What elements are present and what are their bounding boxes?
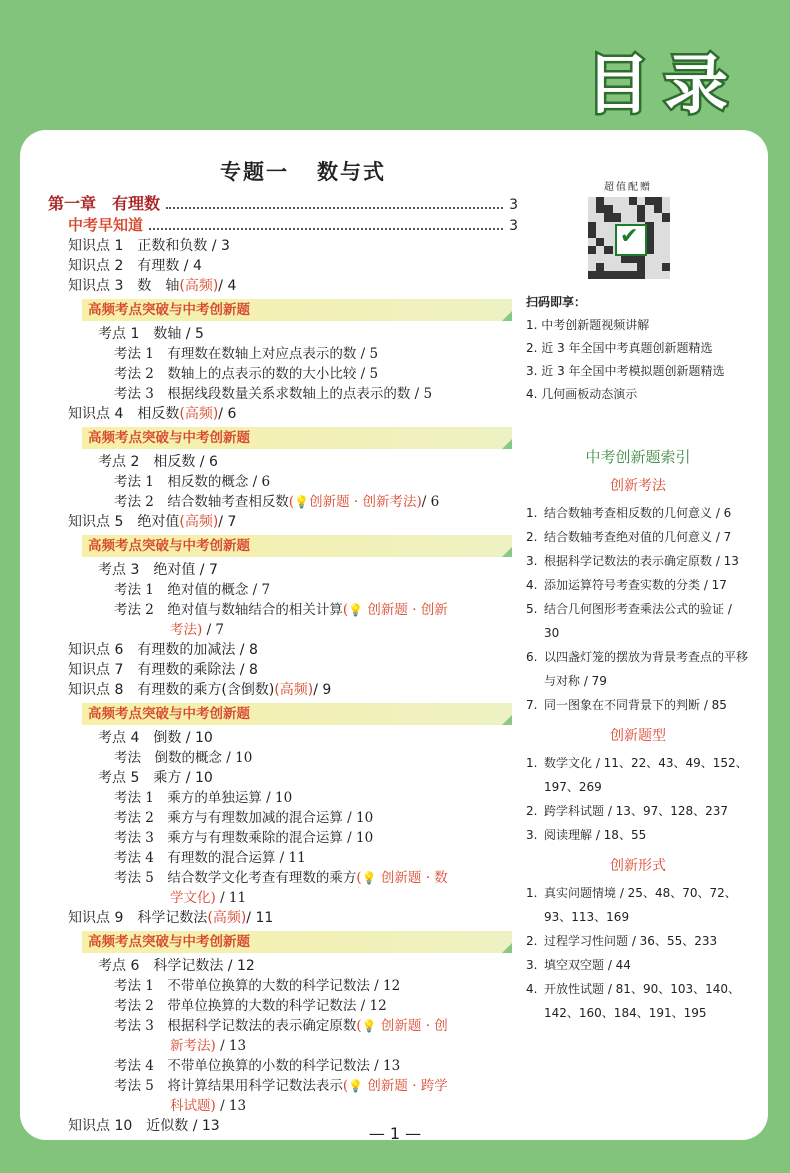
qr-module [604, 213, 612, 221]
index-item-text: 真实问题情境 / 25、48、70、72、93、113、169 [544, 886, 737, 924]
qr-module [621, 271, 629, 279]
index-item[interactable] [526, 645, 750, 693]
entry-text: 考点 2 相反数 / 6 [98, 454, 218, 470]
exam-method[interactable] [48, 788, 518, 808]
lightbulb-icon: 💡 [361, 1019, 377, 1033]
exam-method[interactable] [48, 868, 518, 908]
entry-continuation [114, 1036, 518, 1056]
qr-module [637, 205, 645, 213]
entry-continuation [114, 620, 518, 640]
exam-point[interactable] [48, 324, 518, 344]
frequency-tag: (高频) [179, 278, 219, 294]
entry-text: 考法 1 相反数的概念 / 6 [114, 474, 271, 490]
entry-text: 考法 3 根据线段数量关系求数轴上的点表示的数 / 5 [114, 386, 433, 402]
scan-list [526, 316, 750, 402]
index-item[interactable] [526, 597, 750, 645]
knowledge-point[interactable] [48, 256, 518, 276]
qr-module [604, 205, 612, 213]
exam-point[interactable] [48, 452, 518, 472]
entry-text: 考点 6 科学记数法 / 12 [98, 958, 255, 974]
index-item-text: 跨学科试题 / 13、97、128、237 [544, 804, 729, 818]
section-banner: 高频考点突破与中考创新题 [82, 535, 512, 557]
index-groups [526, 475, 750, 1025]
entry-text: 考法 1 绝对值的概念 / 7 [114, 582, 271, 598]
index-item-text: 添加运算符号考查实数的分类 / 17 [544, 578, 727, 592]
index-item-number: 2. [526, 530, 538, 544]
entry-page: / 9 [313, 682, 332, 698]
qr-module [662, 213, 670, 221]
tag-text: 科试题) [170, 1098, 216, 1114]
index-item[interactable] [526, 881, 750, 929]
tag-open: ( [356, 870, 362, 886]
index-group-title: 创新考法 [610, 478, 666, 494]
scan-item: 2. 近 3 年全国中考真题创新题精选 [526, 341, 713, 355]
entry-text: 考法 5 将计算结果用科学记数法表示 [114, 1078, 343, 1094]
index-item-text: 填空双空题 / 44 [544, 958, 631, 972]
qr-module [588, 230, 596, 238]
qr-module [613, 271, 621, 279]
qr-module [596, 263, 604, 271]
index-item[interactable] [526, 953, 750, 977]
index-item-text: 过程学习性问题 / 36、55、233 [544, 934, 718, 948]
entry-text: 知识点 4 相反数 [68, 406, 180, 422]
entry-text: 考点 4 倒数 / 10 [98, 730, 213, 746]
exam-method[interactable] [48, 580, 518, 600]
check-icon [615, 224, 647, 256]
entry-continuation [114, 888, 518, 908]
exam-method[interactable] [48, 976, 518, 996]
qr-module [596, 271, 604, 279]
tag-text: 创新题 · 创新考法) [309, 494, 422, 510]
exam-method[interactable] [48, 828, 518, 848]
exam-point[interactable] [48, 560, 518, 580]
entry-page: / 11 [215, 890, 247, 906]
index-item-text: 结合数轴考查相反数的几何意义 / 6 [544, 506, 732, 520]
zhongkao-entry[interactable] [48, 215, 518, 236]
chapter-entry[interactable] [48, 194, 518, 215]
scan-heading: 扫码即享： [526, 295, 587, 309]
qr-caption: 超值配赠 [604, 182, 652, 193]
index-title: 中考创新题索引 [585, 448, 691, 466]
entry-text: 考法 2 乘方与有理数加减的混合运算 / 10 [114, 810, 374, 826]
exam-point[interactable] [48, 768, 518, 788]
knowledge-point[interactable] [48, 512, 518, 532]
qr-module [637, 263, 645, 271]
entry-text: 考法 2 带单位换算的大数的科学记数法 / 12 [114, 998, 387, 1014]
qr-code[interactable] [588, 197, 670, 279]
exam-method[interactable] [48, 492, 518, 512]
index-item[interactable] [526, 823, 750, 847]
entry-text: 考法 2 绝对值与数轴结合的相关计算 [114, 602, 343, 618]
leader-dots [166, 207, 503, 209]
section-banner: 高频考点突破与中考创新题 [82, 703, 512, 725]
tag-text: 创新题 · 创 [376, 1018, 448, 1034]
qr-module [604, 246, 612, 254]
exam-point[interactable] [48, 956, 518, 976]
knowledge-point[interactable] [48, 404, 518, 424]
index-item-number: 5. [526, 602, 538, 616]
tag-open: ( [356, 1018, 362, 1034]
index-item-text: 根据科学记数法的表示确定原数 / 13 [544, 554, 739, 568]
entry-text: 考法 1 有理数在数轴上对应点表示的数 / 5 [114, 346, 379, 362]
index-item-text: 同一图象在不同背景下的判断 / 85 [544, 698, 727, 712]
qr-module [596, 205, 604, 213]
entry-text: 考法 4 有理数的混合运算 / 11 [114, 850, 306, 866]
qr-module [645, 197, 653, 205]
qr-module [662, 263, 670, 271]
section-banner: 高频考点突破与中考创新题 [82, 931, 512, 953]
lightbulb-icon: 💡 [348, 603, 364, 617]
entry-text: 考法 5 结合数学文化考查有理数的乘方 [114, 870, 357, 886]
qr-module [588, 246, 596, 254]
index-item-number: 7. [526, 698, 538, 712]
tag-text: 创新题 · 数 [376, 870, 448, 886]
sidebar [526, 178, 750, 1025]
entry-text: 知识点 7 有理数的乘除法 / 8 [68, 662, 258, 678]
section-title [88, 156, 518, 186]
entry-text: 知识点 5 绝对值 [68, 514, 180, 530]
index-item-text: 结合几何图形考查乘法公式的验证 / 30 [544, 602, 732, 640]
entry-page: / 13 [215, 1038, 247, 1054]
qr-module [613, 213, 621, 221]
qr-module [596, 238, 604, 246]
tag-text: 新考法) [170, 1038, 216, 1054]
section-name: 数与式 [317, 160, 386, 184]
index-item-number: 3. [526, 828, 538, 842]
qr-module [588, 271, 596, 279]
entry-text: 考法 2 结合数轴考查相反数 [114, 494, 289, 510]
entry-text: 考法 1 乘方的单独运算 / 10 [114, 790, 293, 806]
page-number: — 1 — [368, 1124, 422, 1143]
entry-text: 知识点 8 有理数的乘方(含倒数) [68, 682, 275, 698]
entry-text: 考点 1 数轴 / 5 [98, 326, 204, 342]
index-item-number: 4. [526, 578, 538, 592]
tag-open: ( [342, 1078, 349, 1094]
exam-method[interactable] [48, 472, 518, 492]
entry-text: 考法 4 不带单位换算的小数的科学记数法 / 13 [114, 1058, 401, 1074]
exam-method[interactable] [48, 1056, 518, 1076]
frequency-tag: (高频) [179, 406, 219, 422]
entry-text: 知识点 3 数 轴 [68, 278, 180, 294]
index-item-number: 2. [526, 934, 538, 948]
lightbulb-icon: 💡 [294, 495, 310, 509]
entry-page: / 6 [218, 406, 237, 422]
section-banner: 高频考点突破与中考创新题 [82, 427, 512, 449]
exam-point[interactable] [48, 728, 518, 748]
index-item[interactable] [526, 693, 750, 717]
index-item-number: 3. [526, 958, 538, 972]
scan-item: 4. 几何画板动态演示 [526, 387, 638, 401]
index-item[interactable] [526, 525, 750, 549]
index-item-number: 4. [526, 982, 538, 996]
index-item[interactable] [526, 573, 750, 597]
lightbulb-icon: 💡 [348, 1079, 364, 1093]
index-item[interactable] [526, 977, 750, 1025]
index-item-text: 开放性试题 / 81、90、103、140、142、160、184、191、195 [544, 982, 741, 1020]
tag-text: 考法) [170, 622, 203, 638]
knowledge-point[interactable] [48, 908, 518, 928]
section-number: 专题一 [220, 160, 289, 184]
index-item[interactable] [526, 501, 750, 525]
exam-method[interactable] [48, 1016, 518, 1056]
entry-text: 知识点 9 科学记数法 [68, 910, 208, 926]
toc-rows [48, 236, 518, 1136]
frequency-tag: (高频) [179, 514, 219, 530]
qr-module [629, 271, 637, 279]
scan-item: 1. 中考创新题视频讲解 [526, 318, 650, 332]
tag-text: 创新题 · 创新 [363, 602, 448, 618]
index-item[interactable] [526, 799, 750, 823]
qr-module [637, 213, 645, 221]
index-item-text: 以四盏灯笼的摆放为背景考查点的平移与对称 / 79 [544, 650, 749, 688]
knowledge-point[interactable] [48, 680, 518, 700]
entry-text: 知识点 1 正数和负数 / 3 [68, 238, 230, 254]
index-group-title: 创新形式 [610, 858, 666, 874]
page-title: 目录 [586, 49, 742, 123]
index-item-number: 6. [526, 650, 538, 664]
exam-method[interactable] [48, 808, 518, 828]
index-item[interactable] [526, 929, 750, 953]
index-item-text: 结合数轴考查绝对值的几何意义 / 7 [544, 530, 732, 544]
exam-method[interactable] [48, 344, 518, 364]
entry-page: / 13 [215, 1098, 247, 1114]
exam-method[interactable] [48, 364, 518, 384]
entry-page: / 7 [218, 514, 237, 530]
exam-method[interactable] [48, 996, 518, 1016]
qr-module [654, 205, 662, 213]
entry-text: 考点 5 乘方 / 10 [98, 770, 213, 786]
knowledge-point[interactable] [48, 276, 518, 296]
section-banner: 高频考点突破与中考创新题 [82, 299, 512, 321]
qr-module [604, 271, 612, 279]
knowledge-point[interactable] [48, 640, 518, 660]
entry-page: / 7 [202, 622, 225, 638]
tag-open: ( [342, 602, 349, 618]
entry-text: 考法 3 根据科学记数法的表示确定原数 [114, 1018, 357, 1034]
entry-text: 知识点 10 近似数 / 13 [68, 1118, 220, 1134]
index-item-text: 阅读理解 / 18、55 [544, 828, 647, 842]
entry-page: / 11 [246, 910, 274, 926]
tag-text: 创新题 · 跨学 [363, 1078, 448, 1094]
index-item[interactable] [526, 751, 750, 799]
scan-item: 3. 近 3 年全国中考模拟题创新题精选 [526, 364, 725, 378]
qr-module [637, 271, 645, 279]
exam-method[interactable] [48, 848, 518, 868]
index-item-number: 2. [526, 804, 538, 818]
entry-text: 知识点 2 有理数 / 4 [68, 258, 202, 274]
entry-text: 知识点 6 有理数的加减法 / 8 [68, 642, 258, 658]
entry-text: 考法 2 数轴上的点表示的数的大小比较 / 5 [114, 366, 379, 382]
chapter-page: 3 [509, 197, 518, 213]
exam-method[interactable] [48, 384, 518, 404]
zhongkao-label: 中考早知道 [68, 216, 144, 234]
frequency-tag: (高频) [274, 682, 314, 698]
qr-module [629, 197, 637, 205]
entry-text: 考法 倒数的概念 / 10 [114, 750, 253, 766]
index-item-number: 1. [526, 886, 538, 900]
tag-open: ( [288, 494, 295, 510]
entry-text: 考点 3 绝对值 / 7 [98, 562, 218, 578]
exam-method[interactable] [48, 600, 518, 640]
qr-module [654, 197, 662, 205]
exam-method[interactable] [48, 1076, 518, 1116]
entry-page: / 4 [218, 278, 237, 294]
exam-method[interactable] [48, 748, 518, 768]
knowledge-point[interactable] [48, 660, 518, 680]
qr-module [588, 222, 596, 230]
toc-left-column [48, 156, 518, 1136]
entry-text: 考法 1 不带单位换算的大数的科学记数法 / 12 [114, 978, 401, 994]
leader-dots [149, 228, 503, 230]
lightbulb-icon: 💡 [361, 871, 377, 885]
index-item[interactable] [526, 549, 750, 573]
index-item-number: 1. [526, 756, 538, 770]
knowledge-point[interactable] [48, 236, 518, 256]
entry-text: 考法 3 乘方与有理数乘除的混合运算 / 10 [114, 830, 374, 846]
index-item-number: 1. [526, 506, 538, 520]
entry-page: / 6 [421, 494, 440, 510]
frequency-tag: (高频) [207, 910, 247, 926]
chapter-label: 第一章 有理数 [48, 194, 161, 213]
qr-module [596, 197, 604, 205]
index-item-text: 数学文化 / 11、22、43、49、152、197、269 [544, 756, 748, 794]
index-group-title: 创新题型 [610, 728, 666, 744]
index-item-number: 3. [526, 554, 538, 568]
entry-continuation [114, 1096, 518, 1116]
tag-text: 学文化) [170, 890, 216, 906]
zhongkao-page: 3 [509, 218, 518, 234]
